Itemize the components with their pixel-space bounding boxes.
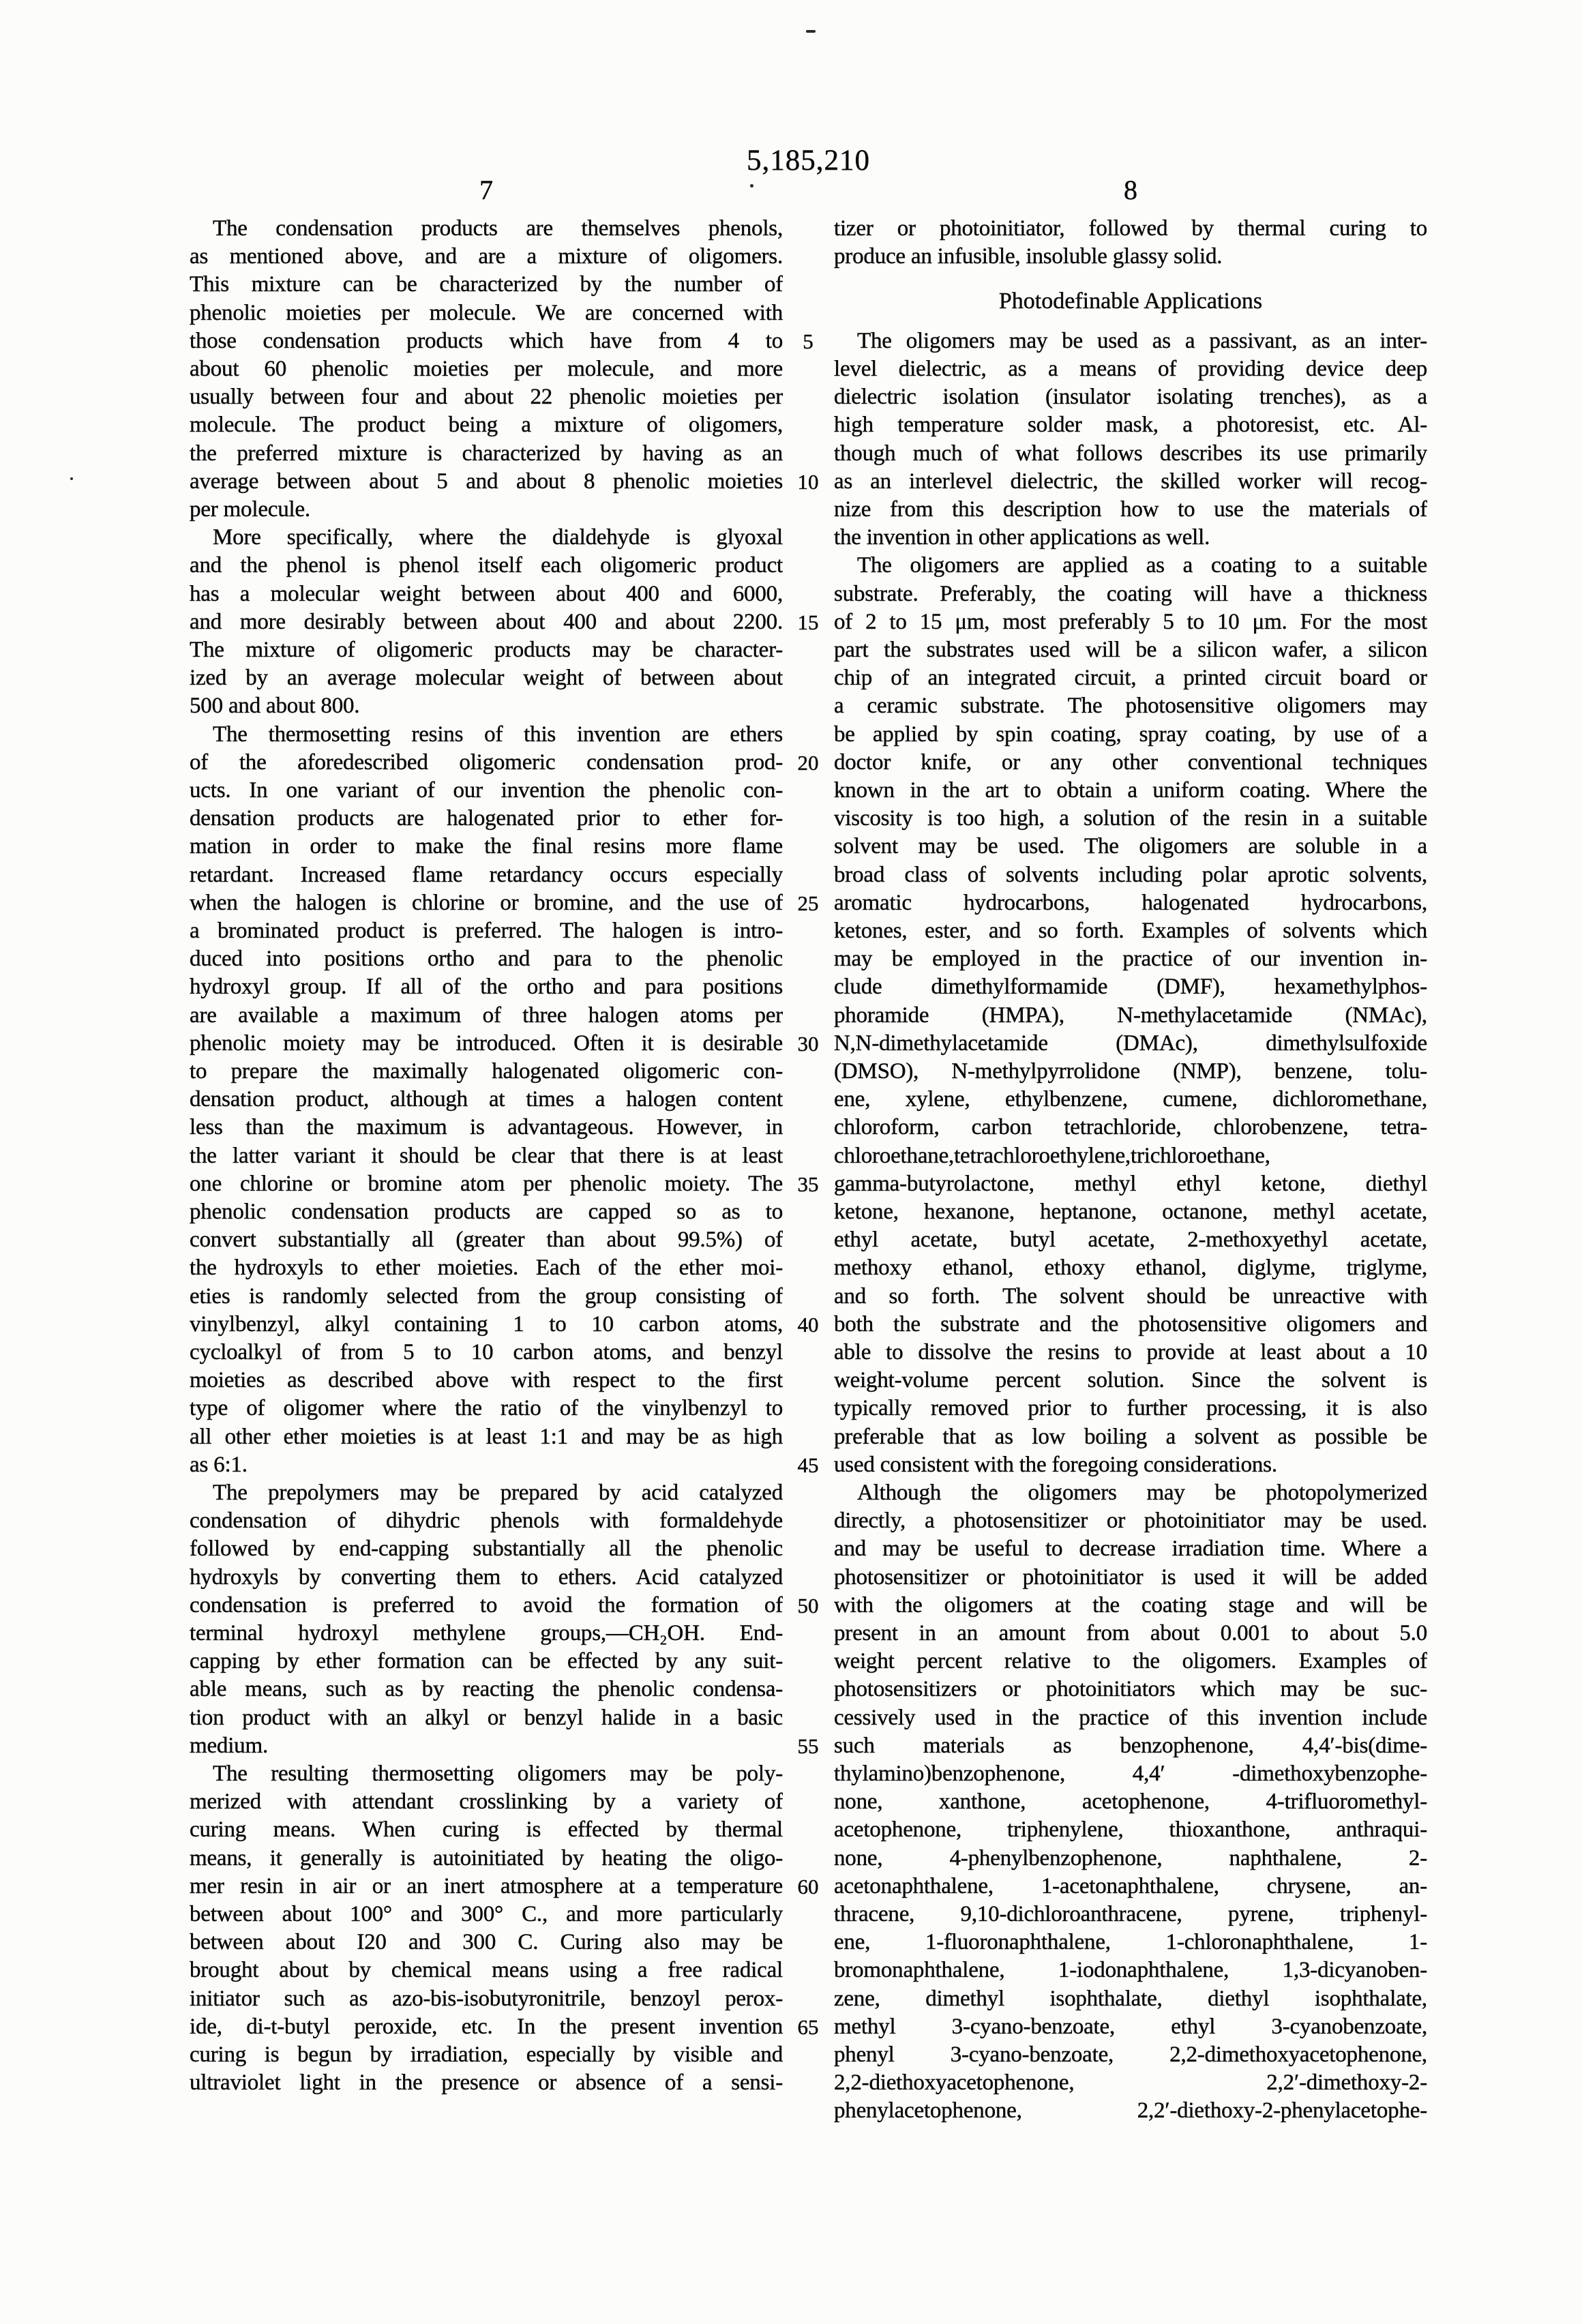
text-line: ethyl acetate, butyl acetate, 2-methoxyethyl acetate, — [834, 1227, 1427, 1253]
text-line: doctor knife, or any other conventional techniques — [834, 749, 1427, 775]
text-line: has a molecular weight between about 400 and 6000, — [190, 581, 783, 606]
text-line: The prepolymers may be prepared by acid catalyzed — [213, 1480, 783, 1505]
text-line: the hydroxyls to ether moieties. Each of the ether moi- — [190, 1255, 783, 1281]
text-line: phenyl 3-cyano-benzoate, 2,2-dimethoxyacetophenone, — [834, 2042, 1427, 2067]
text-line: usually between four and about 22 phenolic moieties per — [190, 385, 783, 410]
text-line: initiator such as azo-bis-isobutyronitrile, benzoyl perox- — [190, 1986, 783, 2011]
text-line: and the phenol is phenol itself each oligomeric product — [190, 553, 783, 578]
text-line: the invention in other applications as well. — [834, 525, 1210, 550]
text-line: mation in order to make the final resins more flame — [190, 834, 783, 859]
text-line: tion product with an alkyl or benzyl halide in a basic — [190, 1705, 783, 1730]
text-line: aromatic hydrocarbons, halogenated hydrocarbons, — [834, 890, 1427, 915]
text-line: solvent may be used. The oligomers are soluble in a — [834, 834, 1427, 859]
text-line: ized by an average molecular weight of between about — [190, 666, 783, 691]
text-line: the latter variant it should be clear that there is at least — [190, 1143, 783, 1168]
text-line: able means, such as by reacting the phenolic condensa- — [190, 1677, 783, 1702]
text-line: weight percent relative to the oligomers. Examples of — [834, 1649, 1427, 1674]
text-line: duced into positions ortho and para to the phenolic — [190, 947, 783, 972]
text-line: densation products are halogenated prior to ether for- — [190, 806, 783, 831]
text-line: viscosity is too high, a solution of the resin in a suitable — [834, 806, 1427, 831]
text-line: and may be useful to decrease irradiation time. Where a — [834, 1536, 1427, 1562]
text-line: curing is begun by irradiation, especially by visible and — [190, 2042, 783, 2067]
text-line: known in the art to obtain a uniform coating. Where the — [834, 778, 1427, 803]
text-line: capping by ether formation can be effected by any suit- — [190, 1649, 783, 1674]
text-line: acetophenone, triphenylene, thioxanthone, anthraqui- — [834, 1817, 1427, 1843]
right-column-page-number: 8 — [1124, 175, 1137, 205]
text-line: means, it generally is autoinitiated by heating the oligo- — [190, 1845, 783, 1871]
text-line: per molecule. — [190, 497, 310, 522]
text-line: may be employed in the practice of our invention in- — [834, 947, 1427, 972]
text-line: part the substrates used will be a silicon wafer, a silicon — [834, 638, 1427, 662]
text-line: retardant. Increased flame retardancy occurs especially — [190, 862, 783, 887]
text-line: cycloalkyl of from 5 to 10 carbon atoms, and benzyl — [190, 1340, 783, 1365]
text-line: acetonaphthalene, 1-acetonaphthalene, chrysene, an- — [834, 1873, 1427, 1898]
text-line: curing means. When curing is effected by thermal — [190, 1817, 783, 1843]
text-line: The resulting thermosetting oligomers may be poly- — [213, 1761, 783, 1786]
text-line: The condensation products are themselves phenols, — [213, 216, 783, 241]
text-line: thracene, 9,10-dichloroanthracene, pyrene, triphenyl- — [834, 1902, 1427, 1926]
text-line: More specifically, where the dialdehyde is glyoxal — [213, 525, 783, 550]
gutter-line-number: 15 — [797, 610, 819, 634]
text-line: ene, xylene, ethylbenzene, cumene, dichloromethane, — [834, 1087, 1427, 1112]
text-line: and more desirably between about 400 and about 2200. — [190, 609, 783, 634]
text-line: as mentioned above, and are a mixture of oligomers. — [190, 244, 783, 269]
text-line: broad class of solvents including polar aprotic solvents, — [834, 862, 1427, 887]
text-line: ucts. In one variant of our invention the phenolic con- — [190, 778, 783, 803]
gutter-line-number: 65 — [797, 2014, 819, 2039]
text-line: those condensation products which have from 4 to — [190, 328, 783, 353]
text-line: eties is randomly selected from the group consisting of — [190, 1283, 783, 1309]
text-line: produce an infusible, insoluble glassy solid. — [834, 244, 1223, 269]
text-line: methoxy ethanol, ethoxy ethanol, diglyme, triglyme, — [834, 1255, 1427, 1281]
text-line: moieties as described above with respect to the first — [190, 1368, 783, 1393]
text-line: and so forth. The solvent should be unreactive with — [834, 1283, 1427, 1309]
text-line: condensation is preferred to avoid the formation of — [190, 1592, 783, 1618]
text-line: brought about by chemical means using a free radical — [190, 1958, 783, 1983]
text-line: phenolic condensation products are capped so as to — [190, 1200, 783, 1224]
text-line: preferable that as low boiling a solvent as possible be — [834, 1424, 1427, 1449]
text-line: phoramide (HMPA), N-methylacetamide (NMAc), — [834, 1002, 1427, 1028]
text-line: clude dimethylformamide (DMF), hexamethylphos- — [834, 974, 1427, 1000]
text-line: Although the oligomers may be photopolymerized — [857, 1480, 1427, 1505]
text-line: vinylbenzyl, alkyl containing 1 to 10 carbon atoms, — [190, 1311, 783, 1337]
text-line: dielectric isolation (insulator isolating trenches), as a — [834, 385, 1427, 410]
text-line: high temperature solder mask, a photoresist, etc. Al- — [834, 413, 1427, 438]
gutter-line-number: 45 — [797, 1452, 819, 1477]
scan-speck — [70, 477, 73, 480]
text-line: chip of an integrated circuit, a printed circuit board or — [834, 666, 1427, 691]
text-line: all other ether moieties is at least 1:1 and may be as high — [190, 1424, 783, 1449]
text-line: chloroform, carbon tetrachloride, chlorobenzene, tetra- — [834, 1115, 1427, 1140]
text-line: the preferred mixture is characterized by having as an — [190, 441, 783, 466]
text-line: gamma-butyrolactone, methyl ethyl ketone, diethyl — [834, 1171, 1427, 1196]
text-line: typically removed prior to further processing, it is also — [834, 1396, 1427, 1421]
scan-speck — [750, 184, 753, 188]
text-line: cessively used in the practice of this invention include — [834, 1705, 1427, 1730]
text-line: with the oligomers at the coating stage and will be — [834, 1592, 1427, 1618]
text-line: level dielectric, as a means of providing device deep — [834, 357, 1427, 381]
text-line: ide, di-t-butyl peroxide, etc. In the present invention — [190, 2014, 783, 2039]
text-line: merized with attendant crosslinking by a variety of — [190, 1789, 783, 1815]
gutter-line-number: 20 — [797, 750, 819, 775]
text-line: as an interlevel dielectric, the skilled worker will recog- — [834, 468, 1427, 494]
text-line: as 6:1. — [190, 1452, 248, 1477]
text-line: be applied by spin coating, spray coating, by use of a — [834, 721, 1427, 747]
text-line: molecule. The product being a mixture of oligomers, — [190, 413, 783, 438]
text-line: of the aforedescribed oligomeric condensation prod- — [190, 749, 783, 775]
text-line: none, xanthone, acetophenone, 4-trifluoromethyl- — [834, 1789, 1427, 1815]
text-line: 500 and about 800. — [190, 694, 360, 719]
text-line: weight-volume percent solution. Since the solvent is — [834, 1368, 1427, 1393]
text-line: methyl 3-cyano-benzoate, ethyl 3-cyanobenzoate, — [834, 2014, 1427, 2039]
text-line: when the halogen is chlorine or bromine, and the use of — [190, 890, 783, 915]
text-line: densation product, although at times a halogen content — [190, 1087, 783, 1112]
text-line: about 60 phenolic moieties per molecule, and more — [190, 357, 783, 381]
text-line: a brominated product is preferred. The halogen is intro- — [190, 919, 783, 943]
text-line: photosensitizers or photoinitiators which may be suc- — [834, 1677, 1427, 1702]
text-line: (DMSO), N-methylpyrrolidone (NMP), benzene, tolu- — [834, 1059, 1427, 1084]
text-line: nize from this description how to use the materials of — [834, 497, 1427, 522]
text-line: followed by end-capping substantially all the phenolic — [190, 1536, 783, 1562]
gutter-line-number: 5 — [803, 329, 814, 353]
text-line: mer resin in air or an inert atmosphere at a temperature — [190, 1873, 783, 1898]
text-line: phenolic moiety may be introduced. Often it is desirable — [190, 1030, 783, 1056]
text-line: used consistent with the foregoing considerations. — [834, 1452, 1277, 1477]
text-line: This mixture can be characterized by the number of — [190, 272, 783, 297]
text-line: one chlorine or bromine atom per phenolic moiety. The — [190, 1171, 783, 1196]
text-line: a ceramic substrate. The photosensitive oligomers may — [834, 694, 1427, 719]
text-line: ene, 1-fluoronaphthalene, 1-chloronaphthalene, 1- — [834, 1930, 1427, 1955]
gutter-line-number: 40 — [797, 1312, 819, 1337]
text-line: terminal hydroxyl methylene groups,—CH₂OH. End- — [190, 1621, 783, 1645]
text-line: hydroxyl group. If all of the ortho and para positions — [190, 974, 783, 1000]
scan-speck — [806, 30, 816, 33]
text-line: N,N-dimethylacetamide (DMAc), dimethylsulfoxide — [834, 1030, 1427, 1056]
text-line: are available a maximum of three halogen atoms per — [190, 1002, 783, 1028]
text-line: able to dissolve the resins to provide at least about a 10 — [834, 1340, 1427, 1365]
text-line: between about I20 and 300 C. Curing also may be — [190, 1930, 783, 1955]
text-line: ketones, ester, and so forth. Examples of solvents which — [834, 919, 1427, 943]
text-line: less than the maximum is advantageous. However, in — [190, 1115, 783, 1140]
text-line: 2,2-diethoxyacetophenone, 2,2′-dimethoxy-2- — [834, 2070, 1427, 2096]
text-line: The oligomers may be used as a passivant, as an inter- — [857, 328, 1427, 353]
text-line: though much of what follows describes its use primarily — [834, 441, 1427, 466]
text-line: bromonaphthalene, 1-iodonaphthalene, 1,3-dicyanoben- — [834, 1958, 1427, 1983]
text-line: present in an amount from about 0.001 to about 5.0 — [834, 1621, 1427, 1645]
text-line: ketone, hexanone, heptanone, octanone, methyl acetate, — [834, 1200, 1427, 1224]
left-column-page-number: 7 — [479, 175, 493, 205]
text-line: type of oligomer where the ratio of the vinylbenzyl to — [190, 1396, 783, 1421]
text-line: to prepare the maximally halogenated oligomeric con- — [190, 1059, 783, 1084]
gutter-line-number: 55 — [797, 1733, 819, 1758]
gutter-line-number: 30 — [797, 1031, 819, 1056]
gutter-line-number: 25 — [797, 891, 819, 915]
text-line: zene, dimethyl isophthalate, diethyl isophthalate, — [834, 1986, 1427, 2011]
text-line: The mixture of oligomeric products may be character- — [190, 638, 783, 662]
text-line: directly, a photosensitizer or photoinitiator may be used. — [834, 1508, 1427, 1534]
text-line: of 2 to 15 μm, most preferably 5 to 10 μm. For the most — [834, 609, 1427, 634]
gutter-line-number: 60 — [797, 1874, 819, 1898]
text-line: The thermosetting resins of this invention are ethers — [213, 721, 783, 747]
section-heading-photodefinable-applications: Photodefinable Applications — [998, 288, 1263, 314]
text-line: medium. — [190, 1733, 269, 1758]
text-line: hydroxyls by converting them to ethers. Acid catalyzed — [190, 1564, 783, 1590]
text-line: between about 100° and 300° C., and more particularly — [190, 1902, 783, 1926]
text-line: The oligomers are applied as a coating to a suitable — [857, 553, 1427, 578]
patent-number: 5,185,210 — [747, 145, 870, 177]
text-line: ultraviolet light in the presence or absence of a sensi- — [190, 2070, 783, 2096]
text-line: thylamino)benzophenone, 4,4′ -dimethoxybenzophe- — [834, 1761, 1427, 1786]
gutter-line-number: 35 — [797, 1172, 819, 1196]
text-line: convert substantially all (greater than about 99.5%) of — [190, 1227, 783, 1253]
text-line: substrate. Preferably, the coating will have a thickness — [834, 581, 1427, 606]
text-line: tizer or photoinitiator, followed by thermal curing to — [834, 216, 1427, 241]
text-line: both the substrate and the photosensitive oligomers and — [834, 1311, 1427, 1337]
text-line: such materials as benzophenone, 4,4′-bis(dime- — [834, 1733, 1427, 1758]
text-line: condensation of dihydric phenols with formaldehyde — [190, 1508, 783, 1534]
text-line: phenolic moieties per molecule. We are concerned with — [190, 300, 783, 325]
text-line: phenylacetophenone, 2,2′-diethoxy-2-phenylacetophe- — [834, 2098, 1427, 2124]
gutter-line-number: 10 — [797, 469, 819, 494]
text-line: none, 4-phenylbenzophenone, naphthalene, 2- — [834, 1845, 1427, 1871]
text-line: average between about 5 and about 8 phenolic moieties — [190, 468, 783, 494]
text-line: photosensitizer or photoinitiator is used it will be added — [834, 1564, 1427, 1590]
gutter-line-number: 50 — [797, 1593, 819, 1618]
text-line: chloroethane,tetrachloroethylene,trichloroethane, — [834, 1143, 1270, 1168]
